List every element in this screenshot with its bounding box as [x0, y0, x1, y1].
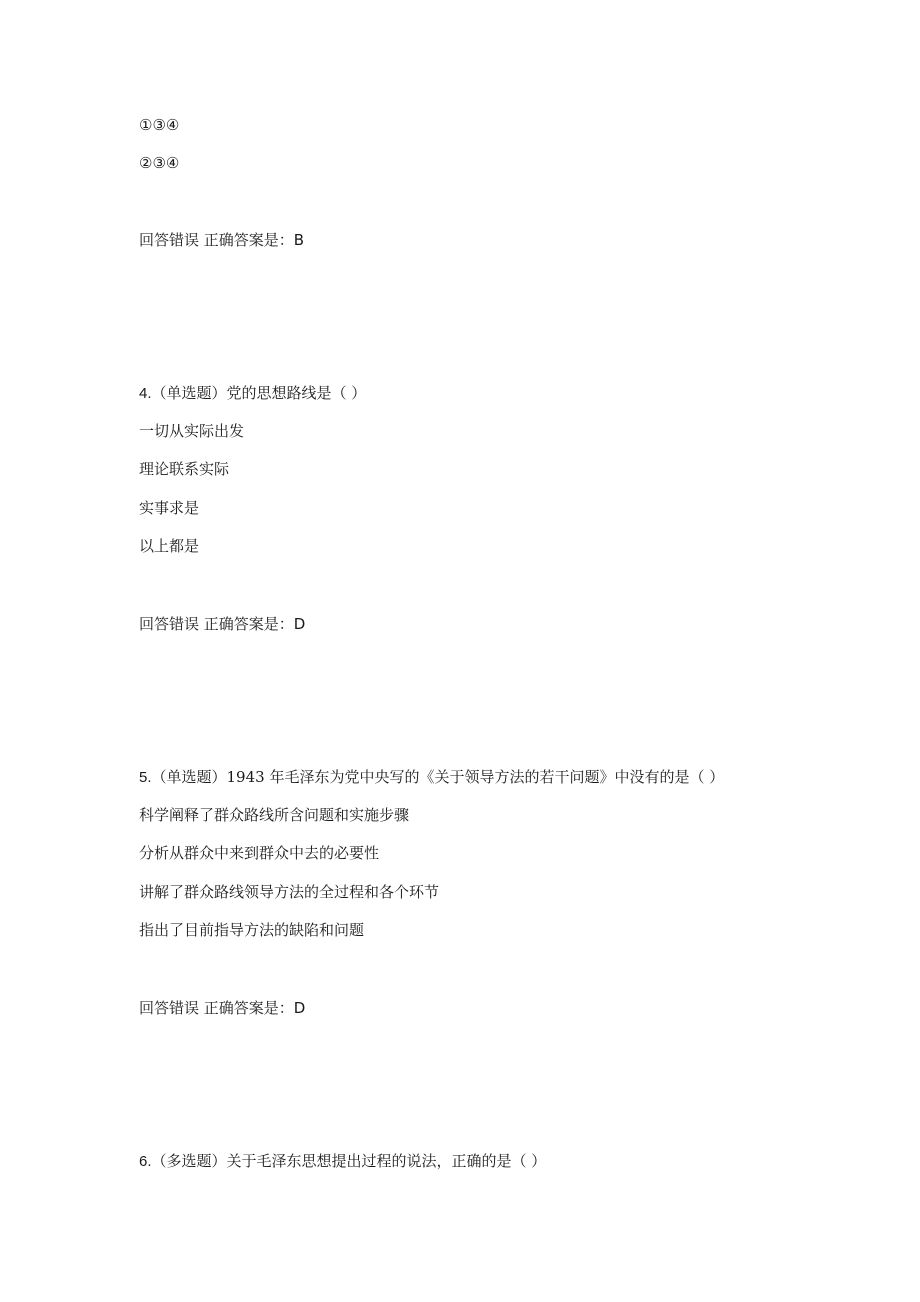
- question-text: （单选题）1943 年毛泽东为党中央写的《关于领导方法的若干问题》中没有的是（ ）: [151, 768, 725, 786]
- option-line: 理论联系实际: [139, 460, 230, 478]
- question-text: （多选题）关于毛泽东思想提出过程的说法，正确的是（ ）: [151, 1152, 547, 1170]
- option-line: 指出了目前指导方法的缺陷和问题: [139, 921, 365, 939]
- option-line: 科学阐释了群众路线所含问题和实施步骤: [139, 806, 410, 824]
- option-line: 实事求是: [139, 499, 200, 517]
- answer-result: 回答错误 正确答案是：D: [139, 999, 306, 1017]
- answer-result: 回答错误 正确答案是：D: [139, 615, 306, 633]
- question-stem: [139, 767, 724, 787]
- question-number: 4.: [139, 385, 152, 402]
- question-number: 6.: [139, 1153, 152, 1170]
- question-stem: [139, 383, 366, 403]
- option-line: ②③④: [139, 154, 180, 172]
- option-line: 讲解了群众路线领导方法的全过程和各个环节: [139, 883, 440, 901]
- option-line: 以上都是: [139, 537, 200, 555]
- option-line: 分析从群众中来到群众中去的必要性: [139, 844, 380, 862]
- answer-result: 回答错误 正确答案是：B: [139, 231, 305, 249]
- option-line: 一切从实际出发: [139, 422, 245, 440]
- question-stem: [139, 1151, 546, 1171]
- option-line: ①③④: [139, 116, 180, 134]
- question-number: 5.: [139, 769, 152, 786]
- question-text: （单选题）党的思想路线是（ ）: [151, 384, 367, 402]
